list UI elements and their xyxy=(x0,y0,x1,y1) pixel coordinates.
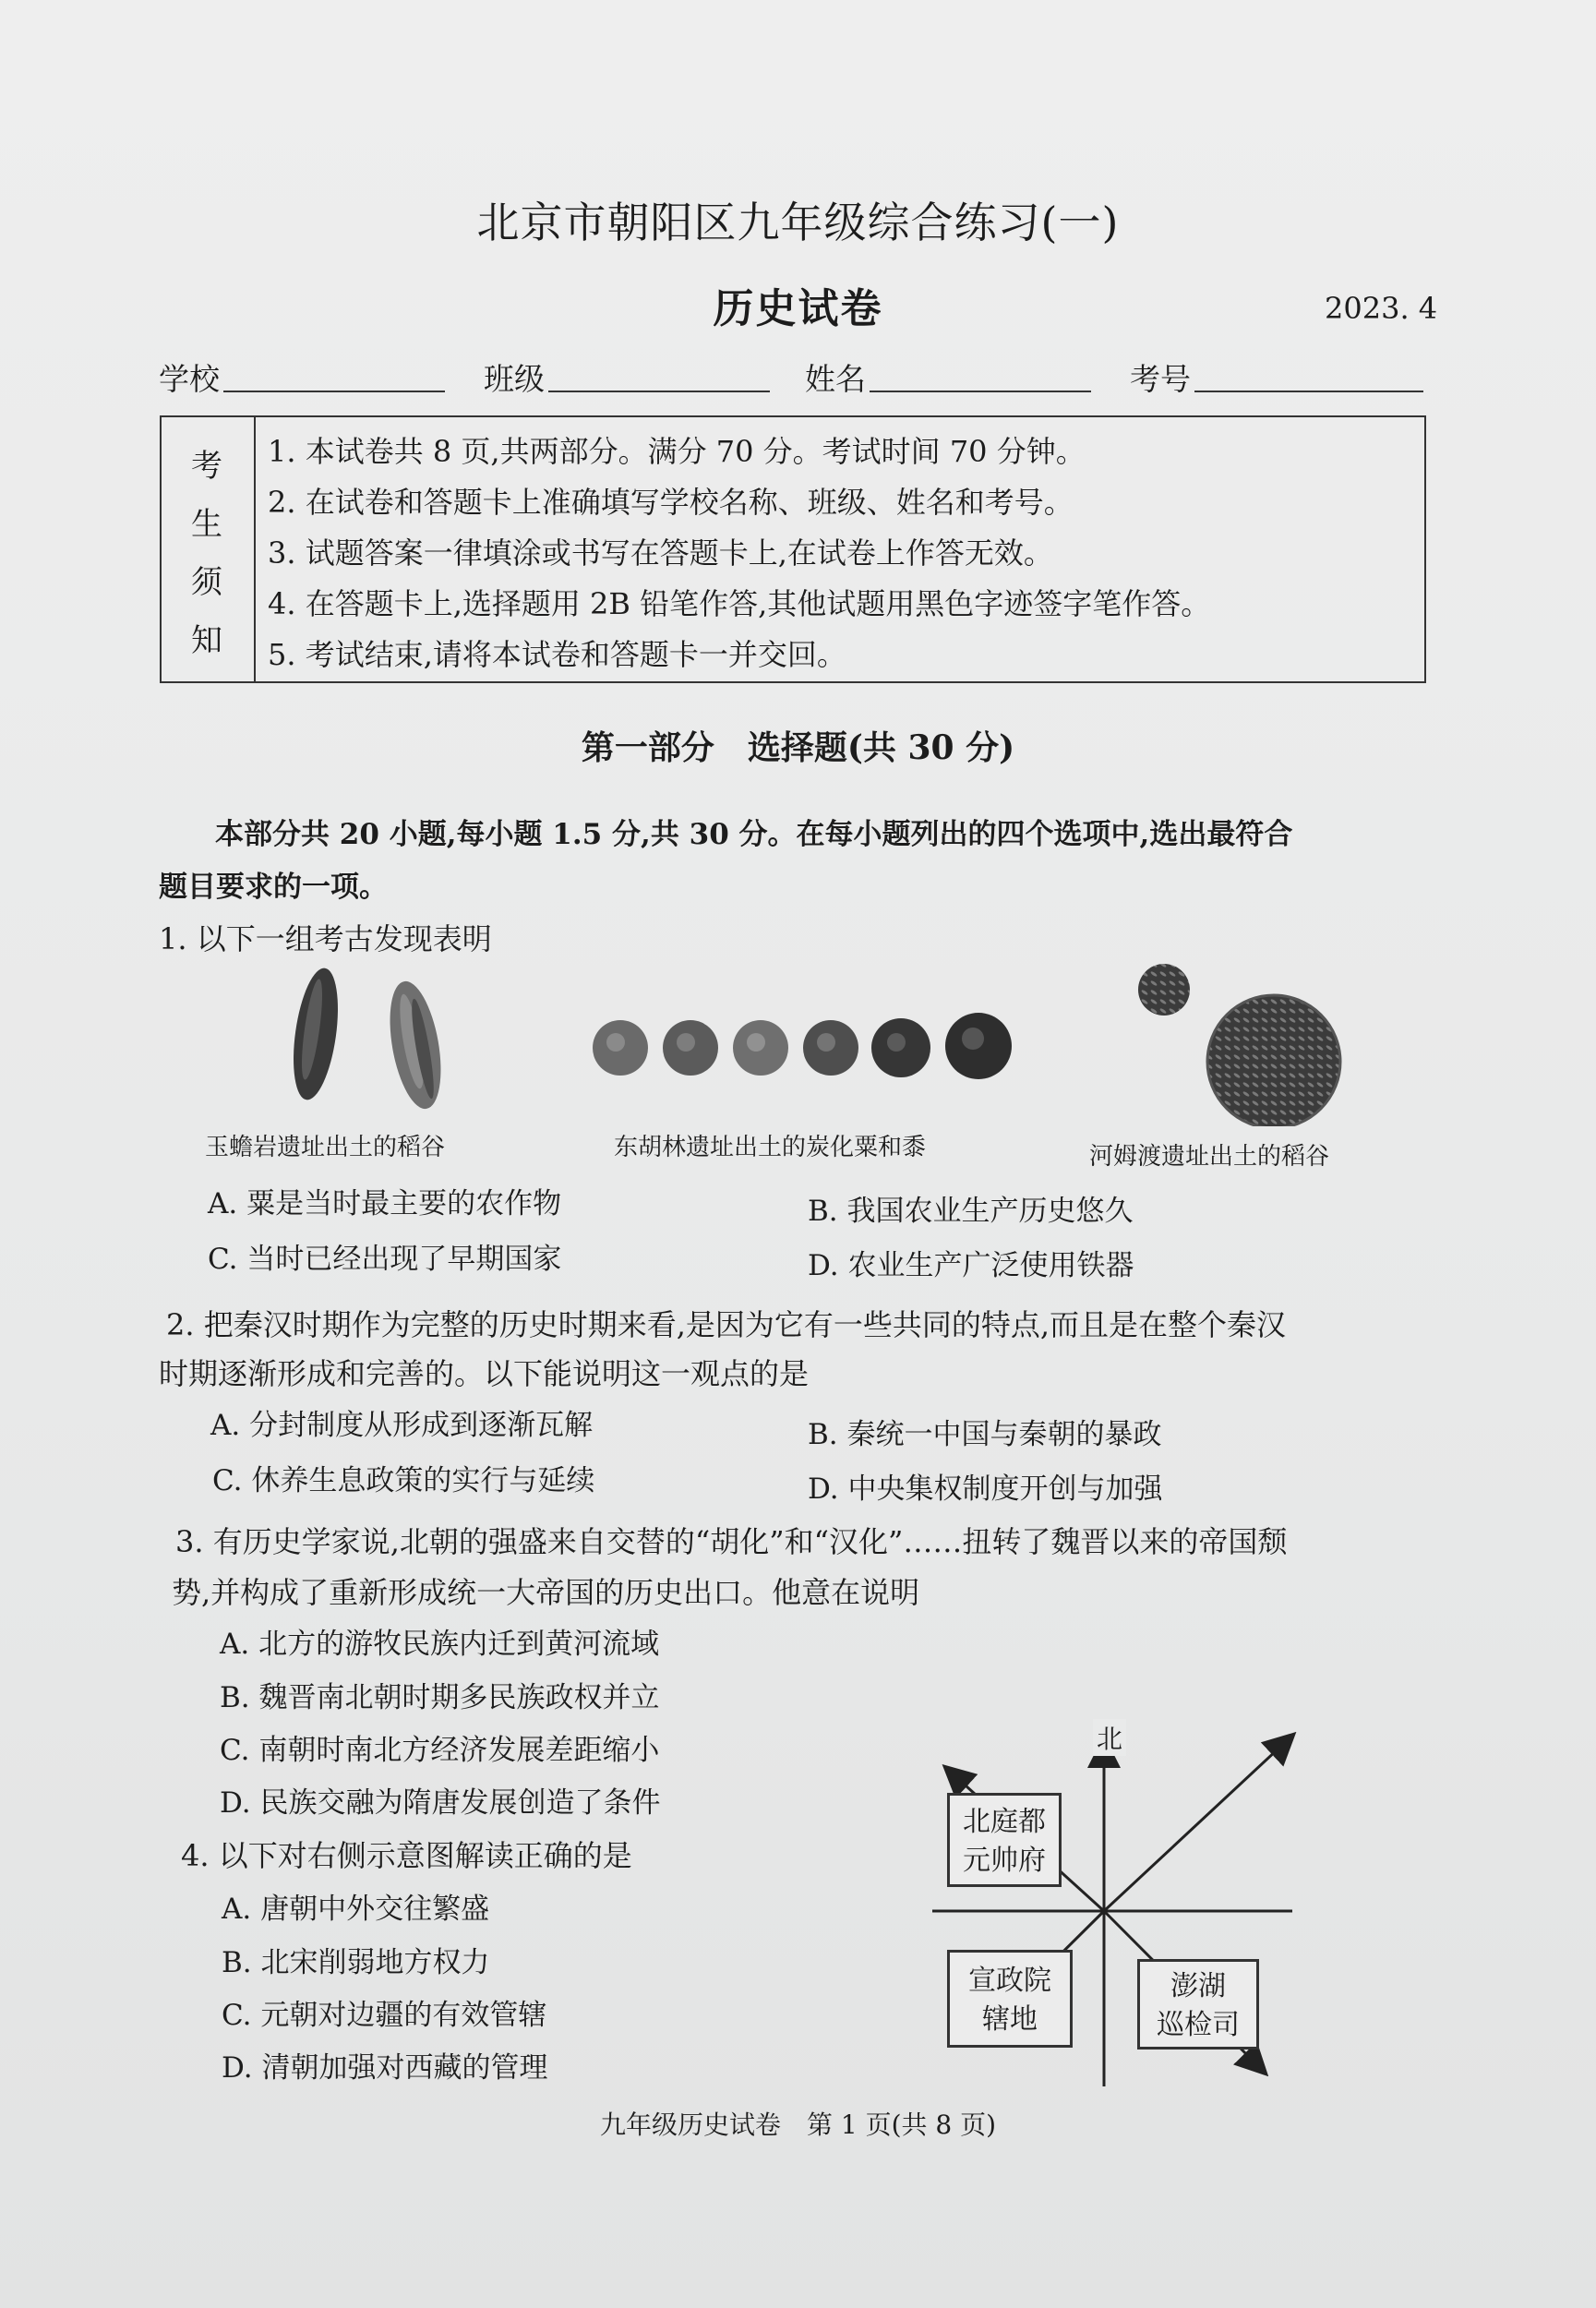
box-line: 巡检司 xyxy=(1157,2009,1240,2041)
box-line: 澎湖 xyxy=(1170,1970,1226,2002)
question-3-stem-line1: 3. 有历史学家说,北朝的强盛来自交替的“胡化”和“汉化”……扭转了魏晋以来的帝国颓 xyxy=(175,1524,1288,1559)
q1-option-d[interactable]: D. 农业生产广泛使用铁器 xyxy=(808,1249,1134,1282)
student-info-fields xyxy=(159,355,1425,398)
name-blank[interactable] xyxy=(870,391,1091,392)
caption-hemudu: 河姆渡遗址出土的稻谷 xyxy=(1089,1143,1330,1171)
notice-label-char: 生 xyxy=(191,506,222,543)
box-line: 北庭都 xyxy=(963,1806,1046,1838)
notice-item: 1. 本试卷共 8 页,共两部分。满分 70 分。考试时间 70 分钟。 xyxy=(268,434,1086,469)
notice-label-char: 考 xyxy=(191,448,222,485)
school-label: 学校 xyxy=(159,361,220,397)
q4-option-a[interactable]: A. 唐朝中外交往繁盛 xyxy=(222,1893,490,1926)
school-blank[interactable] xyxy=(223,391,445,392)
q4-option-d[interactable]: D. 清朝加强对西藏的管理 xyxy=(222,2051,548,2085)
q4-option-b[interactable]: B. 北宋削弱地方权力 xyxy=(222,1946,490,1979)
rice-grains-image-yuchanyan xyxy=(268,960,480,1117)
page-footer: 九年级历史试卷 第 1 页(共 8 页) xyxy=(599,2110,997,2140)
question-2-stem-line1: 2. 把秦汉时期作为完整的历史时期来看,是因为它有一些共同的特点,而且是在整个秦汉 xyxy=(166,1307,1287,1342)
box-line: 辖地 xyxy=(982,2003,1038,2036)
carbonized-millet-image-donghulin xyxy=(591,1002,1034,1094)
notice-item: 3. 试题答案一律填涂或书写在答题卡上,在试卷上作答无效。 xyxy=(268,535,1053,571)
name-label: 姓名 xyxy=(805,361,866,397)
box-line: 元帅府 xyxy=(963,1845,1046,1877)
q2-option-a[interactable]: A. 分封制度从形成到逐渐瓦解 xyxy=(210,1409,594,1442)
notice-item: 5. 考试结束,请将本试卷和答题卡一并交回。 xyxy=(268,637,846,672)
q1-option-c[interactable]: C. 当时已经出现了早期国家 xyxy=(208,1243,562,1276)
box-line: 宣政院 xyxy=(968,1965,1051,1997)
exam-subtitle: 历史试卷 xyxy=(713,285,883,332)
north-label: 北 xyxy=(1093,1719,1126,1756)
caption-yuchanyan: 玉蟾岩遗址出土的稻谷 xyxy=(205,1134,446,1161)
q1-option-a[interactable]: A. 粟是当时最主要的农作物 xyxy=(208,1187,562,1220)
caption-donghulin: 东胡林遗址出土的炭化粟和黍 xyxy=(614,1134,927,1161)
exam-date: 2023. 4 xyxy=(1325,291,1438,326)
notice-item: 2. 在试卷和答题卡上准确填写学校名称、班级、姓名和考号。 xyxy=(268,485,1074,520)
notice-label xyxy=(162,417,256,681)
q3-option-c[interactable]: C. 南朝时南北方经济发展差距缩小 xyxy=(220,1734,660,1767)
notice-items xyxy=(268,427,1210,680)
notice-item: 4. 在答题卡上,选择题用 2B 铅笔作答,其他试题用黑色字迹签字笔作答。 xyxy=(268,586,1211,621)
diagram-box-xuanzhengyuan xyxy=(947,1950,1073,2048)
q1-option-b[interactable]: B. 我国农业生产历史悠久 xyxy=(808,1195,1134,1228)
exam-title: 北京市朝阳区九年级综合练习(一) xyxy=(476,198,1120,247)
class-blank[interactable] xyxy=(548,391,770,392)
q2-option-d[interactable]: D. 中央集权制度开创与加强 xyxy=(808,1473,1163,1506)
notice-label-char: 须 xyxy=(191,564,222,601)
exam-notice-box xyxy=(160,415,1426,683)
section-intro-line2: 题目要求的一项。 xyxy=(159,871,388,904)
q3-option-b[interactable]: B. 魏晋南北朝时期多民族政权并立 xyxy=(220,1681,660,1714)
q4-option-c[interactable]: C. 元朝对边疆的有效管辖 xyxy=(222,1999,547,2032)
q3-option-d[interactable]: D. 民族交融为隋唐发展创造了条件 xyxy=(220,1786,661,1820)
section-intro-line1: 本部分共 20 小题,每小题 1.5 分,共 30 分。在每小题列出的四个选项中,选出最符合 xyxy=(215,818,1293,851)
question-3-stem-line2: 势,并构成了重新形成统一大帝国的历史出口。他意在说明 xyxy=(172,1575,920,1610)
exam-number-label: 考号 xyxy=(1130,361,1191,397)
northeast-arrow xyxy=(1104,1736,1292,1911)
diagram-box-penghu xyxy=(1137,1959,1259,2050)
q2-option-c[interactable]: C. 休养生息政策的实行与延续 xyxy=(212,1464,595,1497)
question-2-stem-line2: 时期逐渐形成和完善的。以下能说明这一观点的是 xyxy=(159,1356,810,1391)
question-1-stem: 1. 以下一组考古发现表明 xyxy=(159,921,492,956)
diagram-box-beiting xyxy=(947,1793,1062,1887)
section-title: 第一部分 选择题(共 30 分) xyxy=(581,728,1015,767)
exam-number-blank[interactable] xyxy=(1194,391,1423,392)
q3-option-a[interactable]: A. 北方的游牧民族内迁到黄河流域 xyxy=(220,1628,660,1661)
rice-image-hemudu xyxy=(1131,960,1362,1126)
notice-label-char: 知 xyxy=(191,622,222,659)
q2-option-b[interactable]: B. 秦统一中国与秦朝的暴政 xyxy=(808,1418,1162,1451)
class-label: 班级 xyxy=(484,361,545,397)
question-4-stem: 4. 以下对右侧示意图解读正确的是 xyxy=(181,1838,632,1873)
